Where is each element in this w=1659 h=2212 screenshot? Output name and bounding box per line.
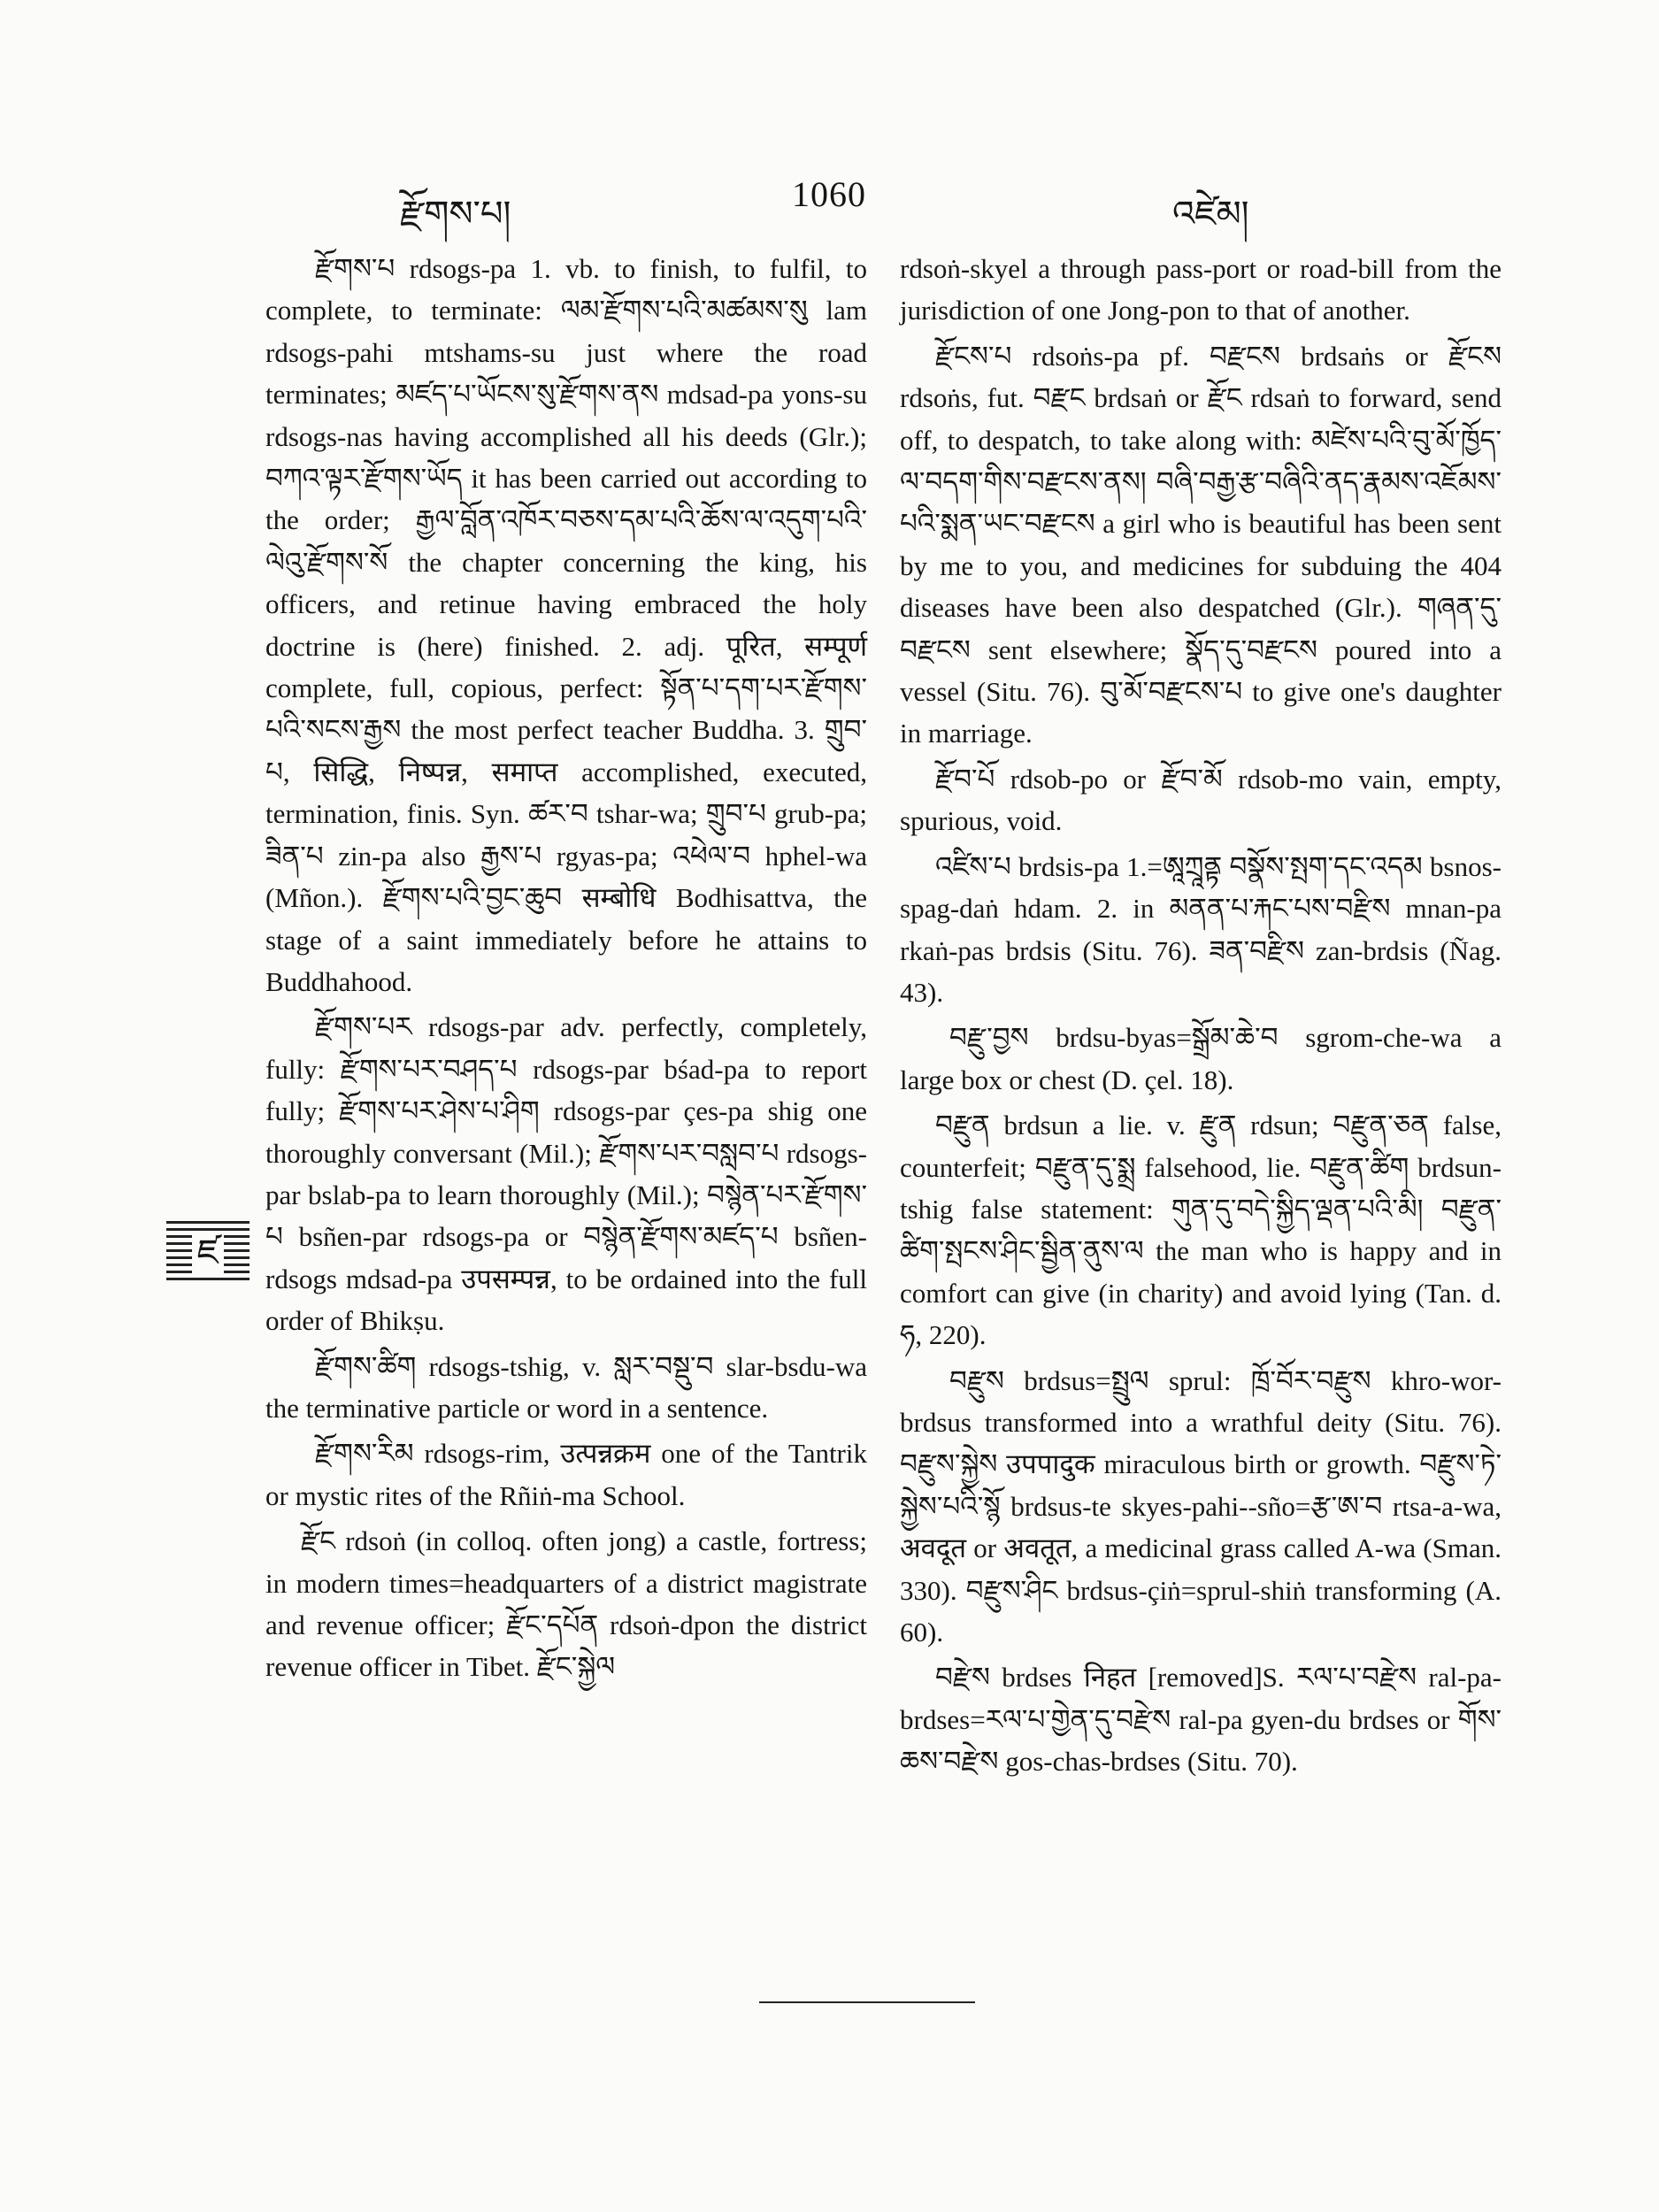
left-column — [265, 248, 867, 1692]
entry-rdsogs-rim: རྫོགས་རིམ rdsogs-rim, उत्पन्नक्रम one of the Tantrik or mystic rites of the Rñiṅ-ma School. — [265, 1438, 867, 1511]
entry-rdsogs-tshig: རྫོགས་ཚིག rdsogs-tshig, v. སླར་བསྡུ་བ slar-bsdu-wa the terminative particle or word in a sentence. — [265, 1350, 867, 1424]
entry-brdsus: བརྫུས brdsus=སྤྲུལ sprul: ཁྲོ་བོར་བརྫུས khro-wor-brdsus transformed into a wrathful deity (Situ. 76). བརྫུས་སྐྱེས उपपादुक miraculous birth or growth. བརྫུས་ཏེ་སྐྱེས་པའི་སྙོ brdsus-te skyes-pahi--sño=རྩ་ཨ་བ rtsa-a-wa, अवदूत or अवतूत, a medicinal grass called A-wa (Sman. 330). བརྫུས་ཤིང brdsus-çiṅ=sprul-shiṅ transforming (A. 60). — [900, 1364, 1502, 1647]
entry-rdson-continued: rdsoṅ-skyel a through pass-port or road-bill from the jurisdiction of one Jong-pon to that of another. — [900, 253, 1502, 326]
running-head-right: འཛེམ། — [1172, 194, 1249, 234]
entry-rdsogs-pa: རྫོགས་པ rdsogs-pa 1. vb. to finish, to fulfil, to complete, to terminate: ལམ་རྫོགས་པའི་མཚམས་སུ lam rdsogs-pahi mtshams-su just where the road terminates; མཛད་པ་ཡོངས་སུ་རྫོགས་ནས mdsad-pa yons-su rdsogs-nas having accomplished all his deeds (Glr.); བཀའ་ལྟར་རྫོགས་ཡོད it has been carried out according to the order; རྒྱལ་བློན་འཁོར་བཅས་དམ་པའི་ཆོས་ལ་འདུག་པའི་ལེའུ་རྫོགས་སོ the chapter concerning the king, his officers, and retinue having embraced the holy doctrine is (here) finished. 2. adj. पूरित, सम्पूर्ण complete, full, copious, perfect: སྟོན་པ་དག་པར་རྫོགས་པའི་སངས་རྒྱས the most perfect teacher Buddha. 3. གྲུབ་པ, सिद्धि, निष्पन्न, समाप्त accomplished, executed, termination, finis. Syn. ཚར་བ tshar-wa; གྲུབ་པ grub-pa; ཟིན་པ zin-pa also རྒྱས་པ rgyas-pa; འཕེལ་བ hphel-wa (Mñon.). རྫོགས་པའི་བྱང་ཆུབ सम्बोधि Bodhisattva, the stage of a saint immediately before he attains to Buddhahood. — [265, 253, 868, 997]
entry-rdsogs-par: རྫོགས་པར rdsogs-par adv. perfectly, completely, fully: རྫོགས་པར་བཤད་པ rdsogs-par bśad-pa to report fully; རྫོགས་པར་ཤེས་པ་ཤིག rdsogs-par çes-pa shig one thoroughly conversant (Mil.); རྫོགས་པར་བསླབ་པ rdsogs-par bslab-pa to learn thoroughly (Mil.); བསྙེན་པར་རྫོགས་པ bsñen-par rdsogs-pa or བསྙེན་རྫོགས་མཛད་པ bsñen-rdsogs mdsad-pa उपसम्पन्न, to be ordained into the full order of Bhikṣu. — [265, 1011, 867, 1337]
entry-rdsob-po: རྫོབ་པོ rdsob-po or རྫོབ་མོ rdsob-mo vain, empty, spurious, void. — [900, 763, 1502, 837]
running-head-left: རྫོགས་པ། — [400, 194, 511, 234]
margin-thumb-index-mark — [166, 1221, 250, 1285]
entry-rdson: རྫོང rdsoṅ (in colloq. often jong) a castle, fortress; in modern times=headquarters of a district magistrate and revenue officer; རྫོང་དཔོན rdsoṅ-dpon the district revenue officer in Tibet. རྫོང་སྐྱེལ — [265, 1525, 867, 1683]
entry-brdsu-byas: བརྫུ་བྱས brdsu-byas=སྒྲོམ་ཆེ་བ sgrom-che-wa a large box or chest (D. çel. 18). — [900, 1022, 1502, 1095]
margin-mark-letter: ཛ — [192, 1232, 224, 1274]
closing-rule — [759, 2001, 975, 2003]
entry-brdses: བརྫེས brdses निहत [removed]S. རལ་པ་བརྫེས ral-pa-brdses=རལ་པ་གྱེན་དུ་བརྫེས ral-pa gyen-du brdses or གོས་ཆས་བརྫེས gos-chas-brdses (Situ. 70). — [900, 1662, 1502, 1778]
entry-brdsis-pa: འཛིས་པ brdsis-pa 1.=ཨཱཀྲཱནྟ བསྣོས་སྤག་དང་འདམ bsnos-spag-daṅ hdam. 2. in མནན་པ་རྐང་པས་བརྫིས mnan-pa rkaṅ-pas brdsis (Situ. 76). ཟན་བརྫིས zan-brdsis (Ñag. 43). — [900, 850, 1502, 1008]
page-number: 1060 — [792, 174, 866, 214]
entry-rdsons-pa: རྫོངས་པ rdsoṅs-pa pf. བརྫངས brdsaṅs or རྫོངས rdsoṅs, fut. བརྫང brdsaṅ or རྫོང rdsaṅ to forward, send off, to despatch, to take along with: མཛེས་པའི་བུ་མོ་ཁྱོད་ལ་བདག་གིས་བརྫངས་ནས། བཞི་བརྒྱ་རྩ་བཞིའི་ནད་རྣམས་འཇོམས་པའི་སྨན་ཡང་བརྫངས a girl who is beautiful has been sent by me to you, and medicines for subduing the 404 diseases have been also despatched (Glr.). གཞན་དུ་བརྫངས sent elsewhere; སྣོད་དུ་བརྫངས poured into a vessel (Situ. 76). བུ་མོ་བརྫངས་པ to give one's daughter in marriage. — [900, 340, 1502, 749]
entry-brdsun: བརྫུན brdsun a lie. v. རྫུན rdsun; བརྫུན་ཅན false, counterfeit; བརྫུན་དུ་སྨྲ falsehood, lie. བརྫུན་ཚིག brdsun-tshig false statement: གུན་དུ་བདེ་སྐྱིད་ལྡན་པའི་མི། བརྫུན་ཚིག་སྤངས་ཤིང་སྦྱིན་ནུས་ལ the man who is happy and in comfort can give (in charity) and avoid lying (Tan. d. ཧ, 220). — [900, 1110, 1502, 1351]
right-column — [900, 248, 1502, 1786]
